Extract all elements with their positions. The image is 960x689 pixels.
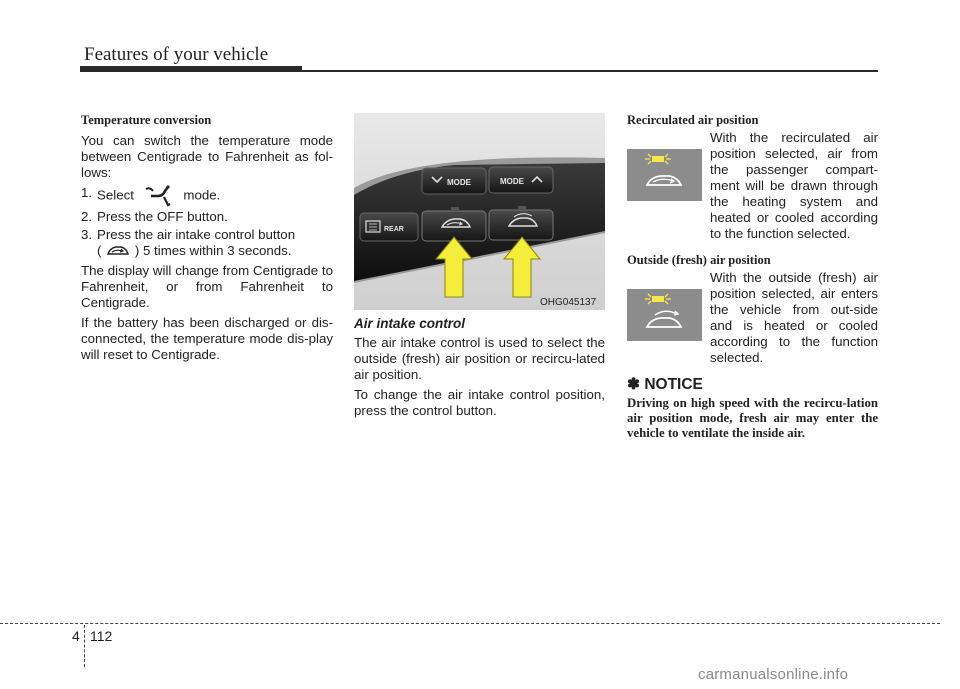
notice-body: Driving on high speed with the recircu-lation air position mode, fresh air may enter the vehicle to ventilate the inside air. — [627, 396, 878, 440]
air-position-section — [627, 112, 878, 441]
recirculated-heading: Recirculated air position — [627, 113, 759, 127]
air-intake-section — [354, 316, 605, 423]
step-text: Select — [97, 187, 134, 203]
temperature-section — [81, 112, 333, 367]
outside-button-image — [627, 289, 702, 341]
control-panel-photo — [354, 113, 605, 310]
rear-label: REAR — [384, 226, 404, 233]
control-panel-illustration — [354, 113, 605, 310]
page-number: 112 — [90, 628, 113, 644]
footer-divider — [84, 625, 85, 667]
recirculated-text: With the recirculated air position selected, air from the passenger compart-ment will be drawn through the heating system and heated or cooled according to the function selected. — [710, 130, 878, 241]
mode-down-label: MODE — [447, 178, 471, 187]
step-number: 3. — [81, 227, 93, 242]
battery-paragraph: If the battery has been discharged or dis-connected, the temperature mode dis-play will reset to Centigrade. — [81, 315, 333, 363]
step-text-post: ) 5 times within 3 seconds. — [134, 243, 292, 258]
header-rule — [300, 70, 878, 72]
conversion-paragraph: The display will change from Centigrade to Fahrenheit, or from Fahrenheit to Centigrade. — [81, 263, 333, 311]
step-3 — [81, 227, 333, 243]
footer-rule — [0, 623, 940, 624]
step-number: 2. — [81, 209, 93, 224]
header-bar — [80, 66, 302, 72]
step-text: Press the air intake control button — [97, 227, 296, 242]
air-intake-paragraph-2: To change the air intake control position, press the control button. — [354, 387, 605, 418]
step-3-continued — [81, 243, 333, 259]
step-number: 1. — [81, 185, 93, 200]
air-intake-icon — [105, 243, 131, 259]
notice-title: NOTICE — [644, 376, 703, 393]
step-text-post: mode. — [183, 187, 221, 203]
chapter-number: 4 — [72, 628, 80, 644]
recirculated-button-image — [627, 149, 702, 201]
air-intake-heading: Air intake control — [354, 316, 466, 331]
watermark: carmanualsonline.info — [698, 666, 849, 683]
fresh-air-icon — [627, 289, 702, 341]
floor-vent-mode-icon — [142, 185, 176, 207]
recirculation-icon — [627, 149, 702, 201]
temperature-heading: Temperature conversion — [81, 113, 212, 127]
air-intake-paragraph-1: The air intake control is used to select the outside (fresh) air position or recircu-lated air position. — [354, 335, 605, 382]
notice-block — [627, 377, 878, 441]
outside-heading: Outside (fresh) air position — [627, 253, 771, 267]
step-1 — [81, 185, 333, 207]
notice-heading — [627, 377, 878, 393]
outside-block — [627, 269, 878, 366]
step-text-pre: ( — [97, 243, 102, 258]
photo-caption: OHG045137 — [540, 297, 597, 308]
notice-symbol-icon: ✽ — [627, 376, 640, 393]
step-2 — [81, 209, 333, 225]
mode-up-label: MODE — [500, 177, 524, 186]
recirculated-block — [627, 129, 878, 242]
step-text: Press the OFF button. — [97, 209, 228, 224]
outside-text: With the outside (fresh) air position selected, air enters the vehicle from out-side and is heated or cooled according to the function selected. — [710, 270, 878, 365]
page-header-title: Features of your vehicle — [84, 44, 269, 65]
temperature-intro: You can switch the temperature mode between Centigrade to Fahrenheit as fol-lows: — [81, 133, 333, 180]
